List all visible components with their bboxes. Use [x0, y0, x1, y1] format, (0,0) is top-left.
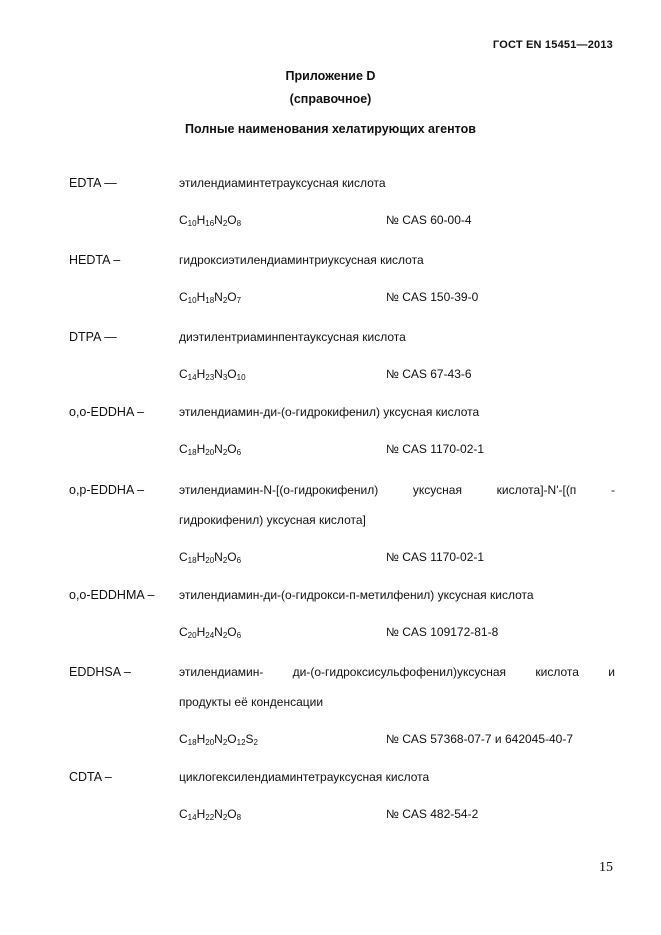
entry-formula: $C_{18}H_{20}N_2O_{12}S_2$ — [179, 732, 258, 747]
entry-cas-number: № CAS 1170-02-1 — [386, 442, 485, 456]
entry-full-name: этилендиаминтетрауксусная кислота — [179, 176, 386, 190]
entry-abbreviation: EDTA — — [69, 176, 117, 190]
entry-abbreviation: o,o-EDDHA – — [69, 405, 145, 419]
page-title: Полные наименования хелатирующих агентов — [185, 122, 476, 136]
entry-cas-number: № CAS 109172-81-8 — [386, 625, 499, 639]
entry-cas-number: № CAS 150-39-0 — [386, 290, 479, 304]
entry-abbreviation: CDTA – — [69, 770, 112, 784]
entry-full-name: гидроксиэтилендиаминтриуксусная кислота — [179, 253, 424, 267]
entry-full-name: диэтилентриаминпентауксусная кислота — [179, 330, 406, 344]
entry-formula: $C_{10}H_{18}N_2O_7$ — [179, 290, 242, 305]
entry-formula: $C_{18}H_{20}N_2O_6$ — [179, 442, 242, 457]
annex-title: Приложение D — [285, 69, 376, 83]
entry-formula: $C_{10}H_{16}N_2O_8$ — [179, 213, 242, 228]
entry-full-name: циклогексилендиаминтетрауксусная кислота — [179, 770, 430, 784]
entry-cas-number: № CAS 1170-02-1 — [386, 550, 485, 564]
entry-formula: $C_{20}H_{24}N_2O_6$ — [179, 625, 242, 640]
page-number: 15 — [599, 860, 613, 875]
entry-full-name: продукты её конденсации — [179, 695, 324, 709]
entry-cas-number: № CAS 482-54-2 — [386, 807, 479, 821]
entry-full-name: гидрокифенил) уксусная кислота] — [179, 513, 366, 527]
entry-abbreviation: EDDHSA – — [69, 665, 131, 679]
entry-cas-number: № CAS 57368-07-7 и 642045-40-7 — [386, 732, 574, 746]
entry-abbreviation: o,o-EDDHMA – — [69, 588, 155, 602]
entry-full-name: этилендиамин-ди-(о-гидрокси-п-метилфенил) уксусная кислота — [179, 588, 534, 602]
entry-formula: $C_{14}H_{23}N_3O_{10}$ — [179, 367, 246, 382]
entry-formula: $C_{14}H_{22}N_2O_8$ — [179, 807, 242, 822]
entry-abbreviation: DTPA — — [69, 330, 117, 344]
entry-formula: $C_{18}H_{20}N_2O_6$ — [179, 550, 242, 565]
annex-subtitle: (справочное) — [289, 92, 372, 106]
entry-full-name: этилендиамин-ди-(о-гидрокифенил) уксусная кислота — [179, 405, 480, 419]
entry-full-name: этилендиамин-N-[(о-гидрокифенил) уксусная кислота]-N'-[(п - — [179, 483, 615, 497]
entry-abbreviation: HEDTA – — [69, 253, 121, 267]
entry-full-name: этилендиамин- ди-(о-гидроксисульфофенил)уксусная кислота и — [179, 665, 615, 679]
entry-abbreviation: o,p-EDDHA – — [69, 483, 145, 497]
entry-cas-number: № CAS 67-43-6 — [386, 367, 472, 381]
entry-cas-number: № CAS 60-00-4 — [386, 213, 472, 227]
standard-designation: ГОСТ EN 15451—2013 — [492, 39, 613, 51]
